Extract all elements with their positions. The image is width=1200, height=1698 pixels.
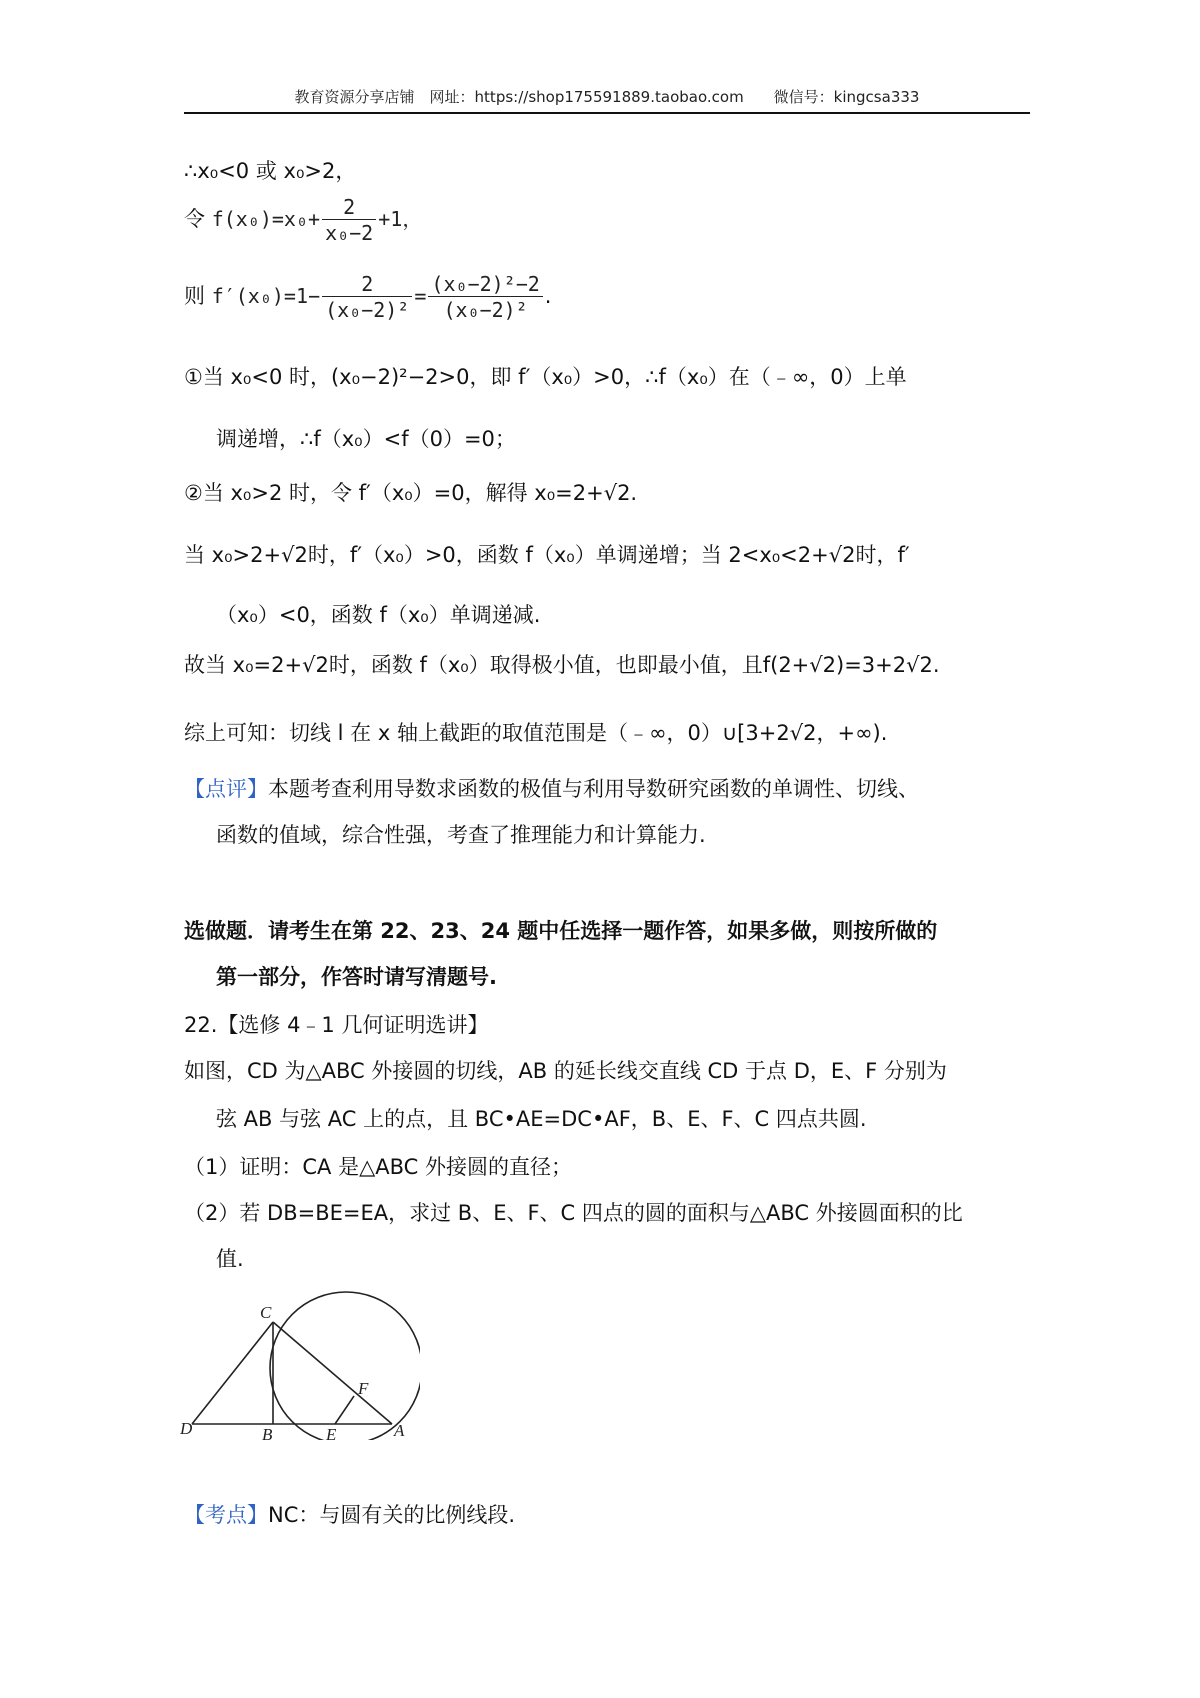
kaodian-line [184, 1500, 1030, 1530]
line-3-equals: = [414, 284, 427, 308]
review-text-1: 本题考查利用导数求函数的极值与利用导数研究函数的单调性、切线、 [268, 777, 919, 801]
line-2 [184, 194, 1030, 246]
review-tag: 【点评】 [184, 777, 268, 801]
line-4: ①当 x₀<0 时，(x₀−2)²−2>0，即 f′（x₀）>0，∴f（x₀）在（﹣∞，0）上单 [184, 365, 907, 389]
segment-dc [192, 1322, 273, 1424]
question-22-body-1: 如图，CD 为△ABC 外接圆的切线，AB 的延长线交直线 CD 于点 D，E、F 分别为 [184, 1059, 947, 1083]
line-1: ∴x₀<0 或 x₀>2， [184, 159, 357, 183]
geometry-figure [180, 1290, 420, 1440]
header-rule [184, 112, 1030, 114]
question-22-part-2-line-2: 值. [216, 1247, 244, 1271]
question-22-part-2-line-1: （2）若 DB=BE=EA，求过 B、E、F、C 四点的圆的面积与△ABC 外接圆面积的比 [184, 1201, 963, 1225]
question-22-body-2: 弦 AB 与弦 AC 上的点，且 BC•AE=DC•AF，B、E、F、C 四点共圆. [216, 1107, 867, 1131]
label-a: A [394, 1421, 405, 1440]
line-2-prefix: 令 [184, 207, 205, 231]
review-line-2: 函数的值域，综合性强，考查了推理能力和计算能力. [216, 823, 706, 847]
line-3-numerator-1: 2 [322, 272, 412, 297]
line-3-end: . [544, 284, 552, 308]
line-6: ②当 x₀>2 时，令 f′（x₀）=0，解得 x₀=2+√2. [184, 481, 638, 505]
line-3 [184, 268, 1030, 324]
choose-line-1: 选做题．请考生在第 22、23、24 题中任选择一题作答，如果多做，则按所做的 [184, 919, 938, 943]
line-3-lhs: f′(x₀)=1− [211, 284, 321, 308]
label-c: C [260, 1303, 272, 1322]
line-3-denominator-2: (x₀−2)² [443, 297, 528, 322]
line-3-prefix: 则 [184, 284, 205, 308]
line-7: 当 x₀>2+√2时，f′（x₀）>0，函数 f（x₀）单调递增；当 2<x₀<2+√2时，f′ [184, 543, 910, 567]
label-d: D [180, 1419, 193, 1438]
label-e: E [326, 1425, 337, 1440]
line-2-lhs: f(x₀)=x₀+ [211, 207, 321, 231]
page-header: 教育资源分享店铺 网址：https://shop175591889.taobao.com 微信号：kingcsa333 [294, 88, 920, 106]
segment-ef [335, 1396, 354, 1424]
line-5: 调递增，∴f（x₀）<f（0）=0； [216, 427, 516, 451]
line-3-denominator-1: (x₀−2)² [325, 297, 410, 322]
line-8: （x₀）<0，函数 f（x₀）单调递减. [216, 603, 541, 627]
kaodian-text: NC：与圆有关的比例线段. [268, 1503, 516, 1527]
line-2-denominator: x₀−2 [325, 220, 374, 245]
line-3-fraction-2 [428, 272, 542, 323]
label-f: F [358, 1379, 369, 1398]
line-10: 综上可知：切线 l 在 x 轴上截距的取值范围是（﹣∞，0）∪[3+2√2，+∞). [184, 721, 888, 745]
segment-ca [273, 1322, 392, 1424]
line-2-fraction [322, 195, 376, 246]
circumcircle [270, 1292, 420, 1440]
line-9: 故当 x₀=2+√2时，函数 f（x₀）取得极小值，也即最小值，且f(2+√2)=3+2√2. [184, 653, 940, 677]
question-22-title: 22.【选修 4﹣1 几何证明选讲】 [184, 1013, 489, 1037]
label-b: B [262, 1425, 273, 1440]
line-3-numerator-2: (x₀−2)²−2 [428, 272, 542, 297]
line-2-tail: +1， [378, 207, 423, 231]
question-22-part-1: （1）证明：CA 是△ABC 外接圆的直径； [184, 1155, 572, 1179]
choose-line-2: 第一部分，作答时请写清题号. [216, 965, 497, 989]
kaodian-tag: 【考点】 [184, 1503, 268, 1527]
line-2-numerator: 2 [322, 195, 376, 220]
review-line-1 [184, 774, 1030, 804]
line-3-fraction-1 [322, 272, 412, 323]
